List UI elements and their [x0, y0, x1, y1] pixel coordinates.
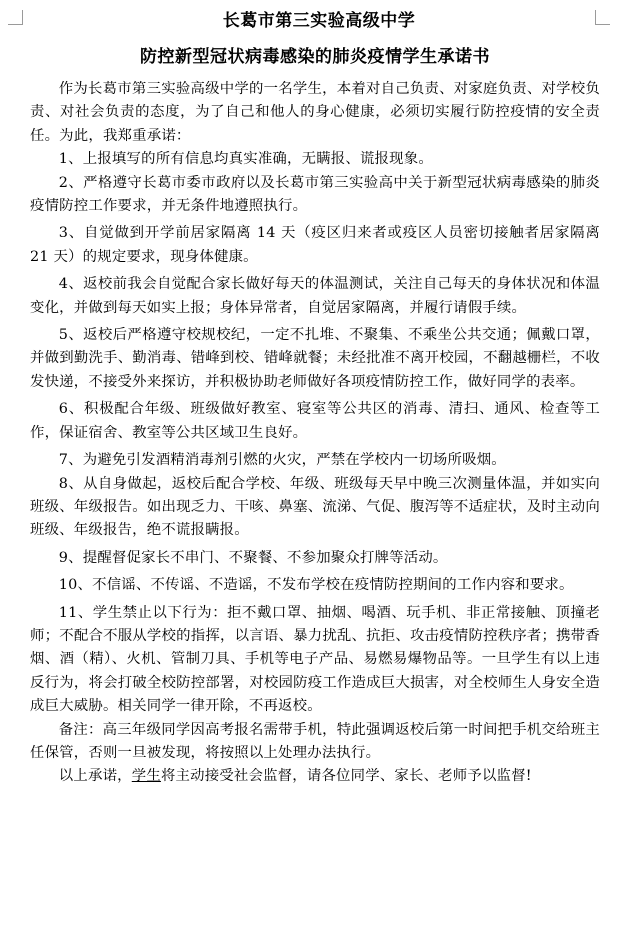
pledge-item-8: 8、从自身做起，返校后配合学校、年级、班级每天早中晚三次测量体温，并如实向班级、年级报告。如出现乏力、干咳、鼻塞、流涕、气促、腹泻等不适症状，及时主动向班级、年级报告，绝不谎报瞒报。 — [30, 475, 600, 539]
document-subtitle: 防控新型冠状病毒感染的肺炎疫情学生承诺书 — [140, 47, 490, 67]
pledge-item-6: 6、积极配合年级、班级做好教室、寝室等公共区的消毒、清扫、通风、检查等工作，保证宿舍、教室等公共区域卫生良好。 — [30, 401, 600, 441]
page-corner-mark-top-left — [8, 10, 23, 25]
pledge-item-7: 7、为避免引发酒精消毒剂引燃的火灾，严禁在学校内一切场所吸烟。 — [58, 452, 506, 469]
pledge-item-10: 10、不信谣、不传谣、不造谣，不发布学校在疫情防控期间的工作内容和要求。 — [58, 577, 574, 594]
closing-paragraph — [30, 765, 600, 788]
pledge-item-3: 3、自觉做到开学前居家隔离 14 天（疫区归来者或疫区人员密切接触者居家隔离 21 天）的规定要求，现身体健康。 — [30, 225, 600, 265]
page-corner-mark-top-right — [595, 10, 610, 25]
closing-suffix: 将主动接受社会监督，请各位同学、家长、老师予以监督! — [160, 768, 532, 785]
pledge-item-11: 11、学生禁止以下行为：拒不戴口罩、抽烟、喝酒、玩手机、非正常接触、顶撞老师；不配合不服从学校的指挥，以言语、暴力扰乱、抗拒、攻击疫情防控秩序者；携带香烟、酒（精）、火机、管制刀具、手机等电子产品、易燃易爆物品等。一旦学生有以上违反行为，将会打破全校防控部署，对校园防疫工作造成巨大损害，对全校师生人身安全造成巨大威胁。相关同学一律开除，不再返校。 — [30, 604, 600, 715]
closing-prefix: 以上承诺， — [58, 768, 132, 785]
intro-paragraph: 作为长葛市第三实验高级中学的一名学生，本着对自己负责、对家庭负责、对学校负责、对社会负责的态度，为了自己和他人的身心健康，必须切实履行防控疫情的安全责任。为此，我郑重承诺： — [30, 81, 600, 144]
school-title: 长葛市第三实验高级中学 — [222, 11, 416, 31]
pledge-item-1: 1、上报填写的所有信息均真实准确，无瞒报、谎报现象。 — [58, 151, 433, 168]
pledge-item-4: 4、返校前我会自觉配合家长做好每天的体温测试，关注自己每天的身体状况和体温变化，并做到每天如实上报；身体异常者，自觉居家隔离，并履行请假手续。 — [30, 276, 600, 316]
note-paragraph: 备注：高三年级同学因高考报名需带手机，特此强调返校后第一时间把手机交给班主任保管，否则一旦被发现，将按照以上处理办法执行。 — [30, 721, 600, 761]
closing-signer: 学生 — [131, 768, 161, 785]
pledge-item-5: 5、返校后严格遵守校规校纪，一定不扎堆、不聚集、不乘坐公共交通；佩戴口罩，并做到勤洗手、勤消毒、错峰到校、错峰就餐；未经批准不离开校园，不翻越栅栏，不收发快递，不接受外来探访，并积极协助老师做好各项疫情防控工作，做好同学的表率。 — [30, 327, 600, 390]
pledge-item-9: 9、提醒督促家长不串门、不聚餐、不参加聚众打牌等活动。 — [58, 549, 448, 566]
pledge-item-2: 2、严格遵守长葛市委市政府以及长葛市第三实验高中关于新型冠状病毒感染的肺炎疫情防控工作要求，并无条件地遵照执行。 — [30, 174, 600, 215]
